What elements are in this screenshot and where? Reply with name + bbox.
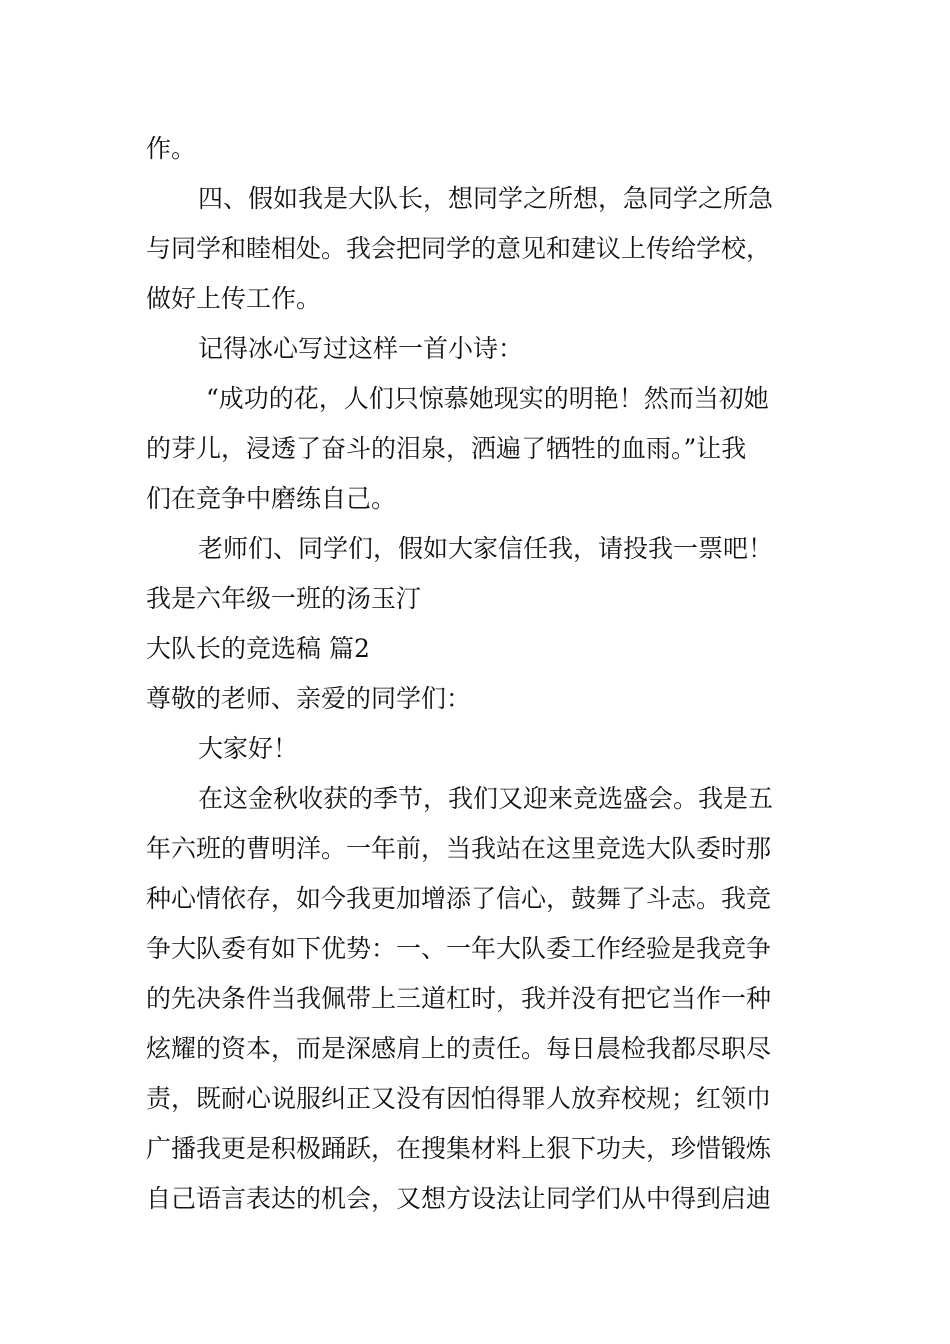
- paragraph-line: 炫耀的资本，而是深感肩上的责任。每日晨检我都尽职尽: [146, 1034, 772, 1063]
- paragraph-line: 老师们、同学们，假如大家信任我，请投我一票吧！: [198, 534, 774, 563]
- paragraph-line: 种心情依存，如今我更加增添了信心，鼓舞了斗志。我竞: [146, 884, 772, 913]
- paragraph-line: 记得冰心写过这样一首小诗：: [198, 334, 524, 363]
- paragraph-line: 广播我更是积极踊跃，在搜集材料上狠下功夫，珍惜锻炼: [146, 1134, 772, 1163]
- paragraph-line: 做好上传工作。: [146, 284, 322, 313]
- greeting: 大家好！: [198, 734, 299, 763]
- paragraph-line: 们在竞争中磨练自己。: [146, 484, 397, 513]
- salutation: 尊敬的老师、亲爱的同学们：: [146, 684, 472, 713]
- quote-line: “成功的花，人们只惊慕她现实的明艳！然而当初她: [206, 384, 769, 413]
- paragraph-line: 争大队委有如下优势：一、一年大队委工作经验是我竞争: [146, 934, 772, 963]
- paragraph-line: 四、假如我是大队长，想同学之所想，急同学之所急: [198, 184, 774, 213]
- paragraph-line: 年六班的曹明洋。一年前，当我站在这里竞选大队委时那: [146, 834, 772, 863]
- paragraph-line: 责，既耐心说服纠正又没有因怕得罪人放弃校规；红领巾: [146, 1084, 772, 1113]
- section-title: 大队长的竞选稿 篇2: [146, 634, 370, 663]
- paragraph-line: 作。: [146, 134, 197, 163]
- paragraph-line: 自己语言表达的机会，又想方设法让同学们从中得到启迪: [146, 1184, 772, 1213]
- paragraph-line: 的先决条件当我佩带上三道杠时，我并没有把它当作一种: [146, 984, 772, 1013]
- quote-line: 的芽儿，浸透了奋斗的泪泉，洒遍了牺牲的血雨。”让我: [146, 434, 747, 463]
- paragraph-line: 在这金秋收获的季节，我们又迎来竞选盛会。我是五: [198, 784, 774, 813]
- paragraph-line: 与同学和睦相处。我会把同学的意见和建议上传给学校，: [146, 234, 772, 263]
- signature-line: 我是六年级一班的汤玉汀: [146, 584, 422, 613]
